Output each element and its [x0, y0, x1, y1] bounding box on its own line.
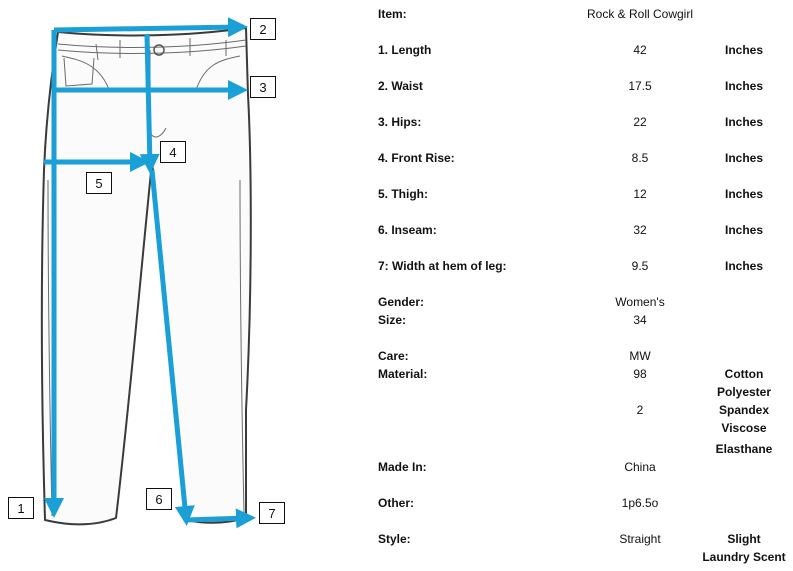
callout-6: 6: [146, 488, 172, 510]
made-in-value: China: [624, 460, 656, 474]
front-rise-unit: Inches: [724, 151, 763, 165]
inseam-unit: Inches: [724, 223, 763, 237]
style-value: Straight: [619, 532, 661, 546]
made-in-label: Made In:: [378, 460, 427, 474]
inseam-value: 32: [633, 223, 647, 237]
arrow-4-front-rise: [147, 34, 150, 166]
style-note-line2: Laundry Scent: [702, 550, 786, 564]
material-fiber-4: Viscose: [721, 421, 767, 435]
item-value: Rock & Roll Cowgirl: [586, 7, 694, 21]
arrow-7-hem: [186, 518, 248, 520]
callout-7: 7: [259, 502, 285, 524]
callout-5: 5: [86, 172, 112, 194]
hem-width-label: 7: Width at hem of leg:: [378, 259, 507, 273]
other-label: Other:: [378, 496, 414, 510]
hips-unit: Inches: [724, 115, 763, 129]
length-label: 1. Length: [378, 43, 432, 57]
inseam-label: 6. Inseam:: [378, 223, 437, 237]
material-fiber-1: Cotton: [724, 367, 764, 381]
thigh-unit: Inches: [724, 187, 763, 201]
waist-label: 2. Waist: [378, 79, 423, 93]
hem-width-unit: Inches: [724, 259, 763, 273]
callout-4: 4: [160, 141, 186, 163]
gender-label: Gender:: [378, 295, 425, 309]
size-value: 34: [633, 313, 647, 327]
waist-unit: Inches: [724, 79, 763, 93]
front-rise-value: 8.5: [631, 151, 649, 165]
hips-label: 3. Hips:: [378, 115, 422, 129]
waist-value: 17.5: [628, 79, 652, 93]
material-value-1: 98: [633, 367, 647, 381]
pants-sketch: [0, 0, 360, 566]
item-label: Item:: [378, 7, 407, 21]
thigh-label: 5. Thigh:: [378, 187, 428, 201]
size-label: Size:: [378, 313, 407, 327]
care-value: MW: [629, 349, 651, 363]
material-fiber-5: Elasthane: [715, 442, 773, 456]
callout-3: 3: [250, 76, 276, 98]
material-fiber-3: Spandex: [718, 403, 769, 417]
style-label: Style:: [378, 532, 411, 546]
arrow-2-waist: [54, 27, 240, 30]
gender-value: Women's: [615, 295, 665, 309]
hem-width-value: 9.5: [631, 259, 649, 273]
hips-value: 22: [633, 115, 647, 129]
thigh-value: 12: [633, 187, 647, 201]
style-note-line1: Slight: [727, 532, 761, 546]
pants-measurement-diagram: [0, 0, 360, 566]
other-value: 1p6.5o: [621, 496, 659, 510]
length-unit: Inches: [724, 43, 763, 57]
callout-1: 1: [8, 497, 34, 519]
front-rise-label: 4. Front Rise:: [378, 151, 455, 165]
callout-2: 2: [250, 18, 276, 40]
material-label: Material:: [378, 367, 428, 381]
material-fiber-2: Polyester: [716, 385, 772, 399]
material-value-2: 2: [636, 403, 644, 417]
care-label: Care:: [378, 349, 409, 363]
length-value: 42: [633, 43, 647, 57]
